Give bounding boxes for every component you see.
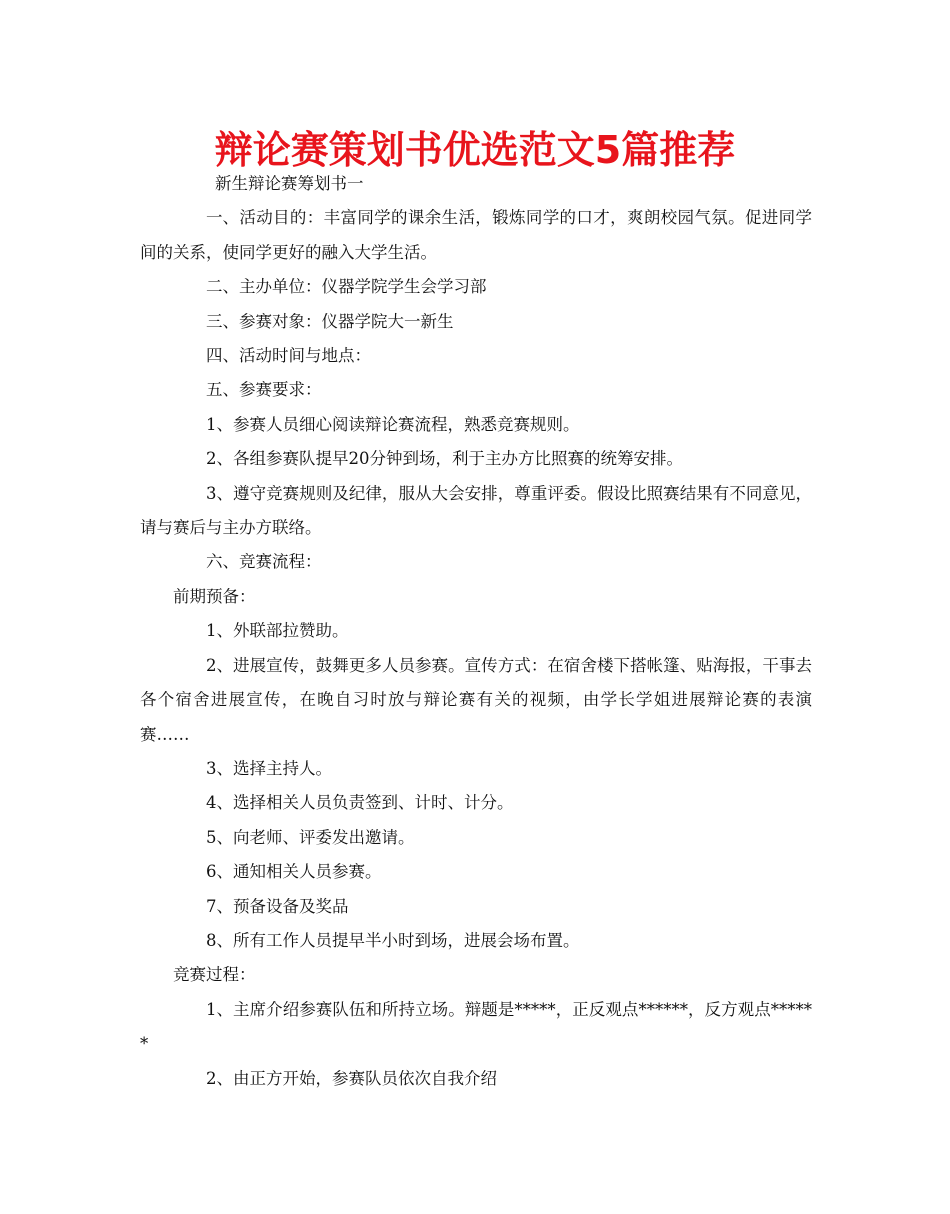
paragraph-text: 主办单位：仪器学院学生会学习部: [239, 277, 487, 297]
paragraph-text: 通知相关人员参赛。: [233, 862, 382, 882]
paragraph: [140, 1062, 812, 1096]
paragraph: [140, 270, 812, 304]
paragraph-text: 新生辩论赛筹划书一: [215, 174, 364, 193]
paragraph: [140, 442, 812, 476]
paragraph-number: 四、: [206, 346, 239, 366]
paragraph-text: 选择主持人。: [233, 758, 332, 778]
paragraph: [140, 855, 812, 889]
paragraph-text: 选择相关人员负责签到、计时、计分。: [233, 793, 514, 813]
paragraph-number: 3、: [206, 758, 233, 778]
paragraph-text: 活动目的：丰富同学的课余生活，锻炼同学的口才，爽朗校园气氛。促进同学间的关系，使同学更好的融入大学生活。: [140, 208, 812, 262]
paragraph: [140, 786, 812, 820]
paragraph-number: 1、: [206, 414, 233, 434]
paragraph-number: 三、: [206, 311, 239, 331]
paragraph-text: 参赛人员细心阅读辩论赛流程，熟悉竞赛规则。: [233, 414, 580, 434]
paragraph-text: 预备设备及奖品: [233, 896, 349, 916]
paragraph-text: 竞赛过程：: [173, 965, 256, 985]
document-title: 辩论赛策划书优选范文5篇推荐: [214, 128, 736, 172]
paragraph: [140, 580, 812, 614]
paragraph: [140, 373, 812, 407]
paragraph-number: 六、: [206, 552, 239, 572]
paragraph: [140, 339, 812, 373]
paragraph-number: 3、: [206, 483, 233, 503]
paragraph-number: 7、: [206, 896, 233, 916]
paragraph: [140, 924, 812, 958]
paragraph: [140, 821, 812, 855]
paragraph-text: 向老师、评委发出邀请。: [233, 827, 415, 847]
paragraph-text: 参赛对象：仪器学院大一新生: [239, 311, 454, 331]
paragraph-text: 竞赛流程：: [239, 552, 322, 572]
paragraph-number: 5、: [206, 827, 233, 847]
paragraph-text: 外联部拉赞助。: [233, 621, 349, 641]
paragraph-number: 一、: [206, 208, 239, 228]
paragraph-text: 前期预备：: [173, 586, 256, 606]
paragraph-number: 2、: [206, 655, 233, 675]
paragraph-text: 活动时间与地点：: [239, 346, 371, 366]
paragraph: [140, 752, 812, 786]
document-body: [140, 167, 812, 1096]
paragraph-text: 主席介绍参赛队伍和所持立场。辩题是*****，正反观点******，反方观点******: [140, 999, 812, 1054]
paragraph: [140, 477, 812, 546]
paragraph-number: 4、: [206, 793, 233, 813]
paragraph: [140, 993, 812, 1062]
paragraph-number: 1、: [206, 621, 233, 641]
paragraph: [140, 649, 812, 752]
paragraph-text: 参赛要求：: [239, 380, 322, 400]
paragraph: [140, 958, 812, 992]
paragraph-number: 五、: [206, 380, 239, 400]
paragraph-number: 2、: [206, 449, 233, 469]
paragraph: [140, 890, 812, 924]
paragraph-number: 1、: [206, 999, 233, 1019]
paragraph-text: 所有工作人员提早半小时到场，进展会场布置。: [233, 930, 580, 950]
paragraph: [140, 305, 812, 339]
paragraph-text: 各组参赛队提早20分钟到场，利于主办方比照赛的统筹安排。: [233, 449, 683, 469]
paragraph: [140, 408, 812, 442]
paragraph-number: 6、: [206, 862, 233, 882]
paragraph: [140, 167, 812, 201]
paragraph-text: 由正方开始，参赛队员依次自我介绍: [233, 1068, 497, 1088]
paragraph-number: 2、: [206, 1068, 233, 1088]
paragraph: [140, 614, 812, 648]
paragraph-number: 8、: [206, 930, 233, 950]
paragraph-text: 进展宣传，鼓舞更多人员参赛。宣传方式：在宿舍楼下搭帐篷、贴海报，干事去各个宿舍进展宣传，在晚自习时放与辩论赛有关的视频，由学长学姐进展辩论赛的表演赛……: [140, 655, 812, 744]
paragraph: [140, 545, 812, 579]
paragraph: [140, 201, 812, 270]
paragraph-text: 遵守竞赛规则及纪律，服从大会安排，尊重评委。假设比照赛结果有不同意见，请与赛后与主办方联络。: [140, 483, 812, 538]
paragraph-number: 二、: [206, 277, 239, 297]
